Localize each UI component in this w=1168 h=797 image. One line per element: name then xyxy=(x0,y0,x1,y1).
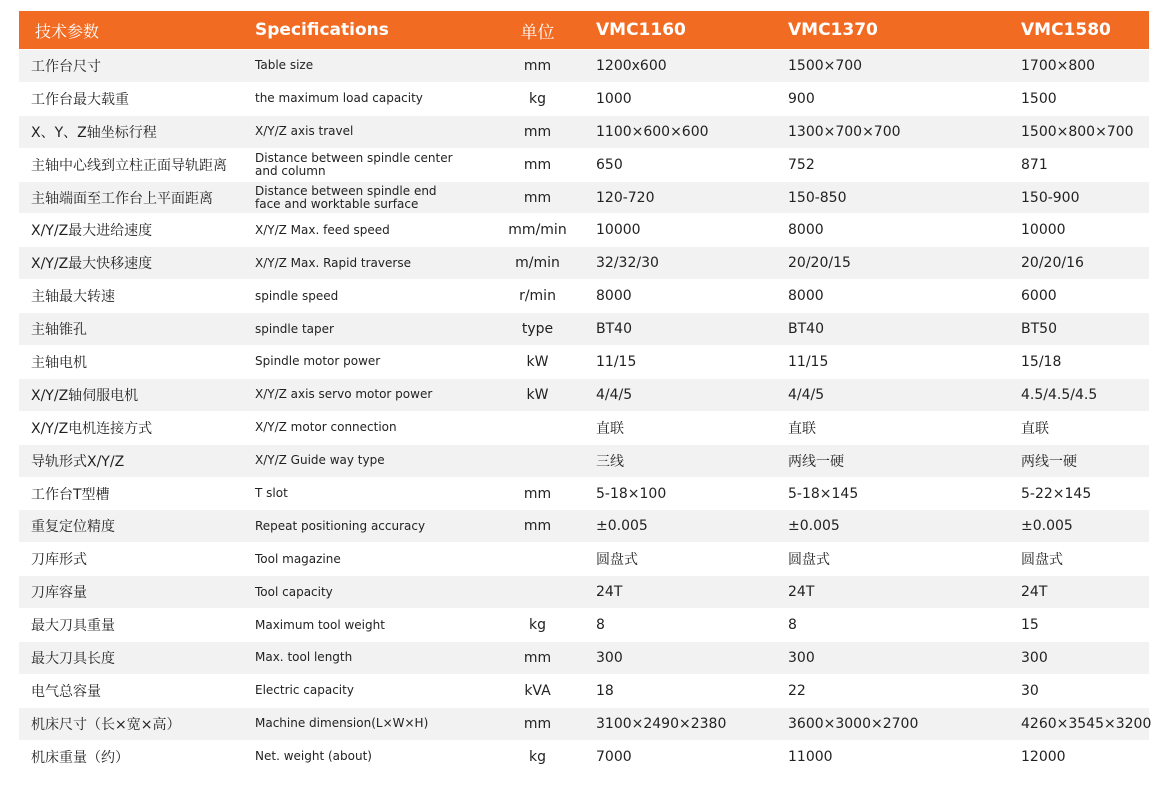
param-name-en xyxy=(255,520,479,533)
param-name-cn: 主轴端面至工作台上平面距离 xyxy=(31,190,213,207)
value-model-3: 871 xyxy=(1021,156,1048,173)
param-name-cn: 导轨形式X/Y/Z xyxy=(31,453,125,470)
param-unit: kW xyxy=(526,386,549,403)
value-model-2: BT40 xyxy=(788,321,824,338)
value-model-1: 24T xyxy=(596,584,623,601)
header-en: Specifications xyxy=(255,19,389,40)
param-name-en-line: Net. weight (about) xyxy=(255,749,372,764)
value-model-1: 直联 xyxy=(596,420,624,437)
param-name-cn: X、Y、Z轴坐标行程 xyxy=(31,124,157,141)
param-unit: kg xyxy=(529,748,546,765)
param-unit: r/min xyxy=(519,288,556,305)
value-model-2: 22 xyxy=(788,682,806,699)
param-name-en-line: spindle speed xyxy=(255,288,339,303)
param-name-en-line: X/Y/Z axis servo motor power xyxy=(255,387,433,402)
table-row xyxy=(19,148,1149,181)
param-name-en xyxy=(255,290,479,303)
value-model-1: 1000 xyxy=(596,90,632,107)
param-name-en xyxy=(255,421,479,434)
value-model-3: 4.5/4.5/4.5 xyxy=(1021,386,1098,403)
value-model-1: ±0.005 xyxy=(596,518,648,535)
param-name-en-line: face and worktable surface xyxy=(255,196,419,211)
value-model-3: 20/20/16 xyxy=(1021,255,1084,272)
value-model-2: 5-18×145 xyxy=(788,485,859,502)
param-unit: kVA xyxy=(524,682,551,699)
param-name-en xyxy=(255,92,479,105)
value-model-2: 两线一硬 xyxy=(788,453,844,470)
value-model-2: 3600×3000×2700 xyxy=(788,715,919,732)
table-row xyxy=(19,740,1149,773)
value-model-1: 4/4/5 xyxy=(596,386,633,403)
param-unit: mm xyxy=(523,485,552,502)
value-model-2: 900 xyxy=(788,90,815,107)
param-name-en xyxy=(255,185,479,211)
param-name-en-line: X/Y/Z axis travel xyxy=(255,124,354,139)
param-name-en xyxy=(255,651,479,664)
value-model-3: 直联 xyxy=(1021,420,1049,437)
table-row xyxy=(19,246,1149,279)
param-name-en-line: Tool magazine xyxy=(255,551,341,566)
param-name-cn: X/Y/Z最大快移速度 xyxy=(31,256,153,273)
param-name-en xyxy=(255,619,479,632)
value-model-3: 15/18 xyxy=(1021,353,1062,370)
param-unit: m/min xyxy=(515,255,560,272)
param-name-en xyxy=(255,684,479,697)
param-name-cn: X/Y/Z电机连接方式 xyxy=(31,420,153,437)
param-unit: mm xyxy=(523,189,552,206)
value-model-1: 1100×600×600 xyxy=(596,123,709,140)
param-name-en-line: spindle taper xyxy=(255,321,334,336)
value-model-1: 120-720 xyxy=(596,189,655,206)
param-name-en xyxy=(255,323,479,336)
header-unit: 单位 xyxy=(520,22,555,43)
value-model-1: 三线 xyxy=(596,453,624,470)
param-name-en-line: Max. tool length xyxy=(255,650,353,665)
table-row xyxy=(19,608,1149,641)
value-model-2: 1500×700 xyxy=(788,57,863,74)
param-name-en xyxy=(255,125,479,138)
value-model-3: 15 xyxy=(1021,617,1039,634)
value-model-2: 1300×700×700 xyxy=(788,123,901,140)
param-name-en-line: X/Y/Z motor connection xyxy=(255,420,397,435)
value-model-2: 20/20/15 xyxy=(788,255,851,272)
value-model-3: 6000 xyxy=(1021,288,1057,305)
table-row xyxy=(19,411,1149,444)
param-name-en xyxy=(255,553,479,566)
param-name-cn: 主轴中心线到立柱正面导轨距离 xyxy=(31,157,227,174)
value-model-1: 1200x600 xyxy=(596,57,667,74)
param-name-en xyxy=(255,454,479,467)
param-name-cn: X/Y/Z最大进给速度 xyxy=(31,223,153,240)
param-unit: mm xyxy=(523,123,552,140)
value-model-1: 5-18×100 xyxy=(596,485,667,502)
param-unit: mm xyxy=(523,649,552,666)
param-name-en-line: Distance between spindle end xyxy=(255,183,437,198)
param-name-en xyxy=(255,152,479,178)
param-name-cn: 主轴电机 xyxy=(31,354,87,371)
param-name-en xyxy=(255,750,479,763)
value-model-3: 1500 xyxy=(1021,90,1057,107)
header-model-3: VMC1580 xyxy=(1021,20,1111,40)
param-name-cn: 工作台最大载重 xyxy=(31,91,129,108)
param-name-en-line: Tool capacity xyxy=(255,584,333,599)
value-model-2: 300 xyxy=(788,649,815,666)
param-name-cn: 主轴最大转速 xyxy=(31,289,115,306)
param-name-en-line: X/Y/Z Max. feed speed xyxy=(255,222,390,237)
value-model-3: 两线一硬 xyxy=(1021,453,1077,470)
table-row xyxy=(19,575,1149,608)
param-name-en-line: and column xyxy=(255,163,326,178)
table-row xyxy=(19,213,1149,246)
table-row xyxy=(19,509,1149,542)
value-model-3: BT50 xyxy=(1021,321,1057,338)
param-name-en-line: X/Y/Z Guide way type xyxy=(255,453,385,468)
value-model-1: 7000 xyxy=(596,748,632,765)
param-name-cn: 机床重量（约） xyxy=(31,749,129,766)
value-model-2: 11000 xyxy=(788,748,833,765)
value-model-3: 24T xyxy=(1021,584,1048,601)
table-row xyxy=(19,49,1149,82)
param-name-en xyxy=(255,59,479,72)
table-row xyxy=(19,641,1149,674)
param-name-en xyxy=(255,355,479,368)
value-model-1: 18 xyxy=(596,682,614,699)
table-row xyxy=(19,115,1149,148)
value-model-3: 1500×800×700 xyxy=(1021,123,1134,140)
param-name-en-line: X/Y/Z Max. Rapid traverse xyxy=(255,255,411,270)
value-model-3: 4260×3545×3200 xyxy=(1021,715,1152,732)
param-name-en xyxy=(255,717,479,730)
param-name-en xyxy=(255,224,479,237)
table-row xyxy=(19,82,1149,115)
value-model-1: 圆盘式 xyxy=(596,552,638,569)
table-row xyxy=(19,378,1149,411)
table-row xyxy=(19,181,1149,214)
param-unit: type xyxy=(521,321,554,338)
value-model-3: 1700×800 xyxy=(1021,57,1096,74)
value-model-1: 8 xyxy=(596,617,605,634)
param-name-en-line: Maximum tool weight xyxy=(255,617,385,632)
param-unit: mm xyxy=(523,156,552,173)
param-unit: kW xyxy=(526,353,549,370)
header-model-1: VMC1160 xyxy=(596,20,686,40)
table-row xyxy=(19,312,1149,345)
param-name-en xyxy=(255,586,479,599)
value-model-3: 5-22×145 xyxy=(1021,485,1092,502)
header-cn: 技术参数 xyxy=(35,21,100,41)
param-name-cn: 最大刀具长度 xyxy=(31,650,115,667)
value-model-1: 10000 xyxy=(596,222,641,239)
table-row xyxy=(19,674,1149,707)
param-unit: mm xyxy=(523,715,552,732)
table-header xyxy=(19,11,1149,49)
value-model-1: 300 xyxy=(596,649,623,666)
value-model-2: 24T xyxy=(788,584,815,601)
param-name-cn: 机床尺寸（长×宽×高） xyxy=(31,716,181,733)
param-name-en-line: Electric capacity xyxy=(255,683,354,698)
value-model-2: 8 xyxy=(788,617,797,634)
table-row xyxy=(19,279,1149,312)
table-row xyxy=(19,444,1149,477)
param-name-cn: 刀库形式 xyxy=(31,552,87,569)
value-model-1: 3100×2490×2380 xyxy=(596,715,727,732)
table-row xyxy=(19,707,1152,740)
value-model-1: 32/32/30 xyxy=(596,255,659,272)
param-name-en-line: Repeat positioning accuracy xyxy=(255,518,426,533)
param-name-en xyxy=(255,388,479,401)
value-model-2: 11/15 xyxy=(788,353,829,370)
value-model-2: 752 xyxy=(788,156,815,173)
value-model-1: 650 xyxy=(596,156,623,173)
param-name-cn: X/Y/Z轴伺服电机 xyxy=(31,387,139,404)
param-name-en-line: Distance between spindle center xyxy=(255,150,453,165)
value-model-2: 150-850 xyxy=(788,189,847,206)
param-name-cn: 电气总容量 xyxy=(31,683,101,700)
param-name-en-line: Table size xyxy=(255,58,314,73)
param-unit: mm xyxy=(523,57,552,74)
value-model-1: 11/15 xyxy=(596,353,637,370)
value-model-3: 30 xyxy=(1021,682,1039,699)
value-model-1: 8000 xyxy=(596,288,632,305)
table-row xyxy=(19,477,1149,510)
spec-table xyxy=(19,11,1152,773)
param-name-cn: 最大刀具重量 xyxy=(31,618,115,635)
value-model-3: 10000 xyxy=(1021,222,1066,239)
param-unit: mm xyxy=(523,518,552,535)
value-model-3: 150-900 xyxy=(1021,189,1080,206)
table-row xyxy=(19,542,1149,575)
value-model-3: ±0.005 xyxy=(1021,518,1073,535)
param-name-cn: 重复定位精度 xyxy=(31,519,115,536)
value-model-1: BT40 xyxy=(596,321,632,338)
header-model-2: VMC1370 xyxy=(788,20,878,40)
param-name-en-line: Spindle motor power xyxy=(255,354,381,369)
param-name-en-line: Machine dimension(L×W×H) xyxy=(255,716,429,731)
value-model-3: 12000 xyxy=(1021,748,1066,765)
param-name-cn: 刀库容量 xyxy=(31,585,87,602)
value-model-2: 8000 xyxy=(788,288,824,305)
table-row xyxy=(19,345,1149,378)
value-model-3: 圆盘式 xyxy=(1021,552,1063,569)
value-model-2: 直联 xyxy=(788,420,816,437)
value-model-2: 4/4/5 xyxy=(788,386,825,403)
param-name-en-line: T slot xyxy=(255,486,288,501)
param-unit: kg xyxy=(529,90,546,107)
value-model-2: 8000 xyxy=(788,222,824,239)
param-name-cn: 主轴锥孔 xyxy=(31,322,87,339)
param-unit: kg xyxy=(529,617,546,634)
param-name-en xyxy=(255,257,479,270)
param-name-en xyxy=(255,487,479,500)
param-name-en-line: the maximum load capacity xyxy=(255,91,423,106)
value-model-3: 300 xyxy=(1021,649,1048,666)
param-name-cn: 工作台T型槽 xyxy=(31,486,110,503)
param-name-cn: 工作台尺寸 xyxy=(31,58,101,75)
param-unit: mm/min xyxy=(508,222,567,239)
value-model-2: ±0.005 xyxy=(788,518,840,535)
table-body xyxy=(19,49,1152,773)
value-model-2: 圆盘式 xyxy=(788,552,830,569)
